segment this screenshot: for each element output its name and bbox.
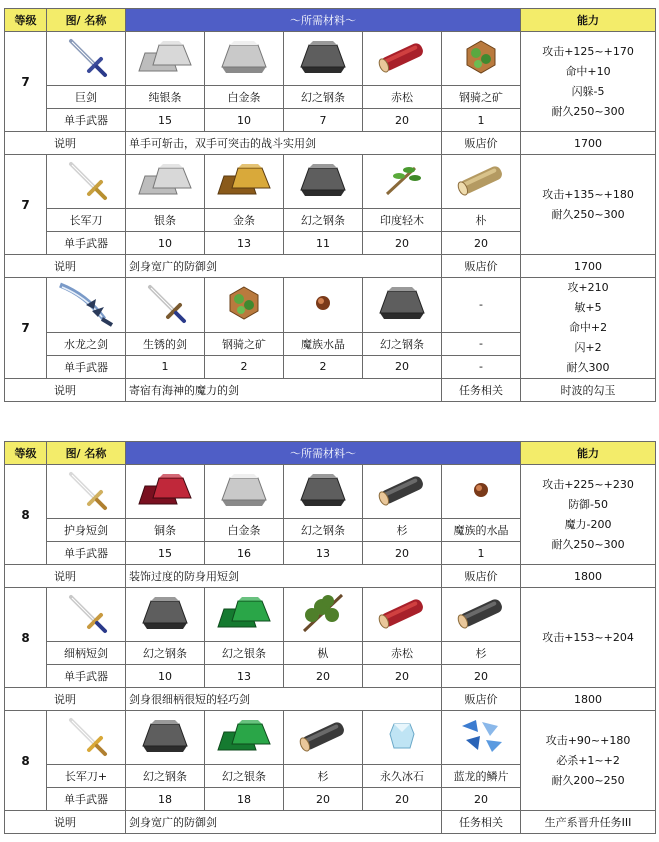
material-image — [205, 465, 284, 519]
weapon-icon-row — [5, 155, 656, 209]
desc-label: 说明 — [5, 132, 126, 155]
desc-label: 说明 — [5, 565, 126, 588]
material-image — [284, 465, 363, 519]
header-name: 图/ 名称 — [47, 9, 126, 32]
weapon-icon-row — [5, 465, 656, 519]
material-name: 幻之银条 — [205, 642, 284, 665]
material-image — [363, 278, 442, 333]
weapon-level: 7 — [5, 278, 47, 379]
desc-label: 说明 — [5, 255, 126, 278]
material-qty: 18 — [126, 788, 205, 811]
source-value: 1700 — [521, 132, 656, 155]
material-image — [284, 711, 363, 765]
hackberry-log-icon — [442, 162, 520, 201]
phantom-steel-bar-icon — [284, 37, 362, 80]
source-value: 生产系晋升任务III — [521, 811, 656, 834]
ability-line: 敏+5 — [574, 301, 602, 314]
material-name: 永久冰石 — [363, 765, 442, 788]
material-qty: 20 — [363, 355, 442, 378]
gold-bar-icon — [205, 160, 283, 203]
demon-crystal-icon — [284, 291, 362, 318]
weapon-ability — [521, 711, 656, 811]
material-image — [442, 711, 521, 765]
material-name: 赤松 — [363, 642, 442, 665]
weapon-desc-row — [5, 379, 656, 402]
material-image — [284, 278, 363, 333]
silver-bar-icon — [126, 37, 204, 80]
source-value: 1800 — [521, 688, 656, 711]
material-qty: 10 — [126, 665, 205, 688]
weapon-icon-row — [5, 32, 656, 86]
phantom-steel-bar-icon — [126, 716, 204, 759]
steel-knight-ore-icon — [442, 37, 520, 80]
rusty-sword-icon — [126, 281, 204, 328]
weapon-level: 7 — [5, 155, 47, 255]
weapon-level: 8 — [5, 711, 47, 811]
material-image — [284, 588, 363, 642]
weapon-ability — [521, 278, 656, 379]
material-name: 幻之钢条 — [284, 86, 363, 109]
material-qty: 13 — [205, 232, 284, 255]
water-dragon-sword-icon — [47, 279, 125, 330]
material-qty: 20 — [363, 232, 442, 255]
material-qty: 20 — [363, 788, 442, 811]
material-image — [442, 155, 521, 209]
guard-dagger-icon — [47, 468, 125, 515]
saber-icon — [47, 158, 125, 205]
ability-line: 命中+2 — [568, 321, 608, 334]
material-name: 银条 — [126, 209, 205, 232]
weapon-name: 巨剑 — [47, 86, 126, 109]
weapon-ability — [521, 155, 656, 255]
material-image — [205, 588, 284, 642]
desc-label: 说明 — [5, 379, 126, 402]
material-qty: 15 — [126, 109, 205, 132]
ability-line: 攻击+90~+180 — [545, 733, 631, 747]
phantom-steel-bar-icon — [363, 283, 441, 326]
material-image — [363, 711, 442, 765]
ability-line: 必杀+1~+2 — [556, 753, 620, 767]
weapon-icon-row — [5, 588, 656, 642]
cedar-log-icon — [363, 472, 441, 511]
weapon-image — [47, 465, 126, 519]
cedar-log-icon — [442, 595, 520, 634]
material-qty: - — [442, 355, 521, 378]
phantom-silver-bar-icon — [205, 716, 283, 759]
material-name: 杉 — [284, 765, 363, 788]
ability-line: 耐久300 — [566, 361, 610, 374]
blue-dragon-scale-icon — [442, 716, 520, 759]
weapon-ability — [521, 32, 656, 132]
phantom-steel-bar-icon — [284, 470, 362, 513]
steel-knight-ore-icon — [205, 283, 283, 326]
material-image — [205, 155, 284, 209]
weapon-icon-row — [5, 711, 656, 765]
material-name: 幻之钢条 — [126, 765, 205, 788]
phantom-steel-bar-icon — [284, 160, 362, 203]
saber-plus-icon — [47, 714, 125, 761]
material-name: 白金条 — [205, 519, 284, 542]
weapon-image — [47, 155, 126, 209]
weapon-type: 单手武器 — [47, 665, 126, 688]
weapon-type: 单手武器 — [47, 542, 126, 565]
ability-line: 闪+2 — [574, 341, 602, 354]
header-ability: 能力 — [521, 9, 656, 32]
source-value: 时波的勾玉 — [521, 379, 656, 402]
material-qty: 20 — [442, 232, 521, 255]
material-name: 幻之钢条 — [284, 519, 363, 542]
source-value: 1800 — [521, 565, 656, 588]
cedar-log-icon — [284, 718, 362, 757]
platinum-bar-icon — [205, 37, 283, 80]
header-materials: ～所需材料～ — [126, 442, 521, 465]
weapon-desc-row — [5, 255, 656, 278]
ability-line: 耐久200~250 — [551, 773, 625, 787]
weapon-icon-row — [5, 278, 656, 333]
material-qty: 1 — [442, 109, 521, 132]
header-row — [5, 442, 656, 465]
copper-bar-icon — [126, 470, 204, 513]
source-label: 任务相关 — [442, 379, 521, 402]
weapon-level: 8 — [5, 588, 47, 688]
weapon-description: 装饰过度的防身用短剑 — [126, 565, 442, 588]
material-qty: 20 — [363, 542, 442, 565]
material-qty: 2 — [284, 355, 363, 378]
material-qty: 13 — [205, 665, 284, 688]
material-image — [126, 711, 205, 765]
material-placeholder: - — [442, 278, 521, 333]
material-qty: 20 — [442, 665, 521, 688]
phantom-silver-bar-icon — [205, 593, 283, 636]
material-image — [363, 465, 442, 519]
header-level: 等级 — [5, 9, 47, 32]
weapon-description: 剑身宽广的防御剑 — [126, 811, 442, 834]
material-name: 幻之银条 — [205, 765, 284, 788]
weapon-table-lv8 — [4, 441, 656, 834]
desc-label: 说明 — [5, 811, 126, 834]
fir-branch-icon — [284, 591, 362, 638]
material-name: 魔族水晶 — [284, 332, 363, 355]
material-name: 杉 — [363, 519, 442, 542]
weapon-description: 单手可斩击，双手可突击的战斗实用剑 — [126, 132, 442, 155]
material-name: 纯银条 — [126, 86, 205, 109]
weapon-desc-row — [5, 565, 656, 588]
slim-dagger-icon — [47, 591, 125, 638]
weapon-type: 单手武器 — [47, 788, 126, 811]
material-image — [442, 588, 521, 642]
material-name: 杉 — [442, 642, 521, 665]
weapon-type: 单手武器 — [47, 355, 126, 378]
ability-line: 攻击+125~+170 — [542, 44, 634, 58]
material-image — [284, 32, 363, 86]
platinum-bar-icon — [205, 470, 283, 513]
material-name: 朴 — [442, 209, 521, 232]
weapon-name: 长军刀+ — [47, 765, 126, 788]
material-qty: 13 — [284, 542, 363, 565]
weapon-level: 7 — [5, 32, 47, 132]
weapon-desc-row — [5, 688, 656, 711]
weapon-description: 寄宿有海神的魔力的剑 — [126, 379, 442, 402]
ability-line: 闪躲-5 — [571, 84, 605, 98]
material-image — [363, 32, 442, 86]
material-qty: 20 — [284, 788, 363, 811]
ability-line: 攻击+153~+204 — [542, 630, 634, 644]
phantom-steel-bar-icon — [126, 593, 204, 636]
material-qty: 1 — [126, 355, 205, 378]
source-label: 任务相关 — [442, 811, 521, 834]
material-image — [205, 711, 284, 765]
weapon-name: 护身短剑 — [47, 519, 126, 542]
source-label: 贩店价 — [442, 132, 521, 155]
material-name: - — [442, 332, 521, 355]
material-image — [205, 32, 284, 86]
material-image — [205, 278, 284, 333]
material-image — [284, 155, 363, 209]
red-pine-log-icon — [363, 39, 441, 78]
material-qty: 20 — [442, 788, 521, 811]
desc-label: 说明 — [5, 688, 126, 711]
material-qty: 20 — [363, 665, 442, 688]
weapon-desc-row — [5, 811, 656, 834]
ability-line: 命中+10 — [565, 64, 611, 78]
weapon-name: 水龙之剑 — [47, 332, 126, 355]
ability-line: 耐久250~300 — [551, 207, 625, 221]
header-name: 图/ 名称 — [47, 442, 126, 465]
ability-line: 攻击+225~+230 — [542, 477, 634, 491]
header-ability: 能力 — [521, 442, 656, 465]
source-value: 1700 — [521, 255, 656, 278]
material-name: 魔族的水晶 — [442, 519, 521, 542]
silver-bar-icon — [126, 160, 204, 203]
material-image — [126, 32, 205, 86]
material-qty: 2 — [205, 355, 284, 378]
material-qty: 16 — [205, 542, 284, 565]
material-qty: 20 — [363, 109, 442, 132]
material-name: 幻之钢条 — [284, 209, 363, 232]
material-name: 铜条 — [126, 519, 205, 542]
weapon-level: 8 — [5, 465, 47, 565]
material-image — [126, 278, 205, 333]
balsa-branch-icon — [363, 160, 441, 203]
material-image — [126, 588, 205, 642]
header-materials: ～所需材料～ — [126, 9, 521, 32]
ability-line: 防御-50 — [568, 497, 609, 511]
weapon-desc-row — [5, 132, 656, 155]
weapon-description: 剑身很细柄很短的轻巧剑 — [126, 688, 442, 711]
weapon-ability — [521, 588, 656, 688]
weapon-image — [47, 588, 126, 642]
material-image — [363, 588, 442, 642]
ability-line: 魔力-200 — [564, 517, 612, 531]
material-name: 钢骑之矿 — [442, 86, 521, 109]
header-level: 等级 — [5, 442, 47, 465]
weapon-name: 长军刀 — [47, 209, 126, 232]
material-name: 蓝龙的鳞片 — [442, 765, 521, 788]
material-name: 白金条 — [205, 86, 284, 109]
material-image — [442, 32, 521, 86]
material-image — [442, 465, 521, 519]
weapon-image — [47, 278, 126, 333]
source-label: 贩店价 — [442, 255, 521, 278]
material-name: 钢骑之矿 — [205, 332, 284, 355]
material-qty: 10 — [205, 109, 284, 132]
material-qty: 7 — [284, 109, 363, 132]
material-name: 幻之钢条 — [126, 642, 205, 665]
source-label: 贩店价 — [442, 688, 521, 711]
broadsword-icon — [47, 35, 125, 82]
weapon-type: 单手武器 — [47, 232, 126, 255]
material-name: 幻之钢条 — [363, 332, 442, 355]
material-qty: 1 — [442, 542, 521, 565]
material-qty: 20 — [284, 665, 363, 688]
material-qty: 15 — [126, 542, 205, 565]
weapon-image — [47, 32, 126, 86]
material-image — [126, 465, 205, 519]
material-name: 枞 — [284, 642, 363, 665]
material-name: 赤松 — [363, 86, 442, 109]
material-name: 印度轻木 — [363, 209, 442, 232]
eternal-ice-stone-icon — [363, 718, 441, 757]
weapon-ability — [521, 465, 656, 565]
ability-line: 攻击+135~+180 — [542, 187, 634, 201]
weapon-table-lv7 — [4, 8, 656, 402]
weapon-name: 细柄短剑 — [47, 642, 126, 665]
ability-line: 耐久250~300 — [551, 104, 625, 118]
material-qty: 11 — [284, 232, 363, 255]
weapon-image — [47, 711, 126, 765]
material-name: 金条 — [205, 209, 284, 232]
red-pine-log-icon — [363, 595, 441, 634]
material-qty: 10 — [126, 232, 205, 255]
source-label: 贩店价 — [442, 565, 521, 588]
weapon-description: 剑身宽广的防御剑 — [126, 255, 442, 278]
ability-line: 攻+210 — [567, 281, 609, 294]
material-qty: 18 — [205, 788, 284, 811]
header-row — [5, 9, 656, 32]
ability-line: 耐久250~300 — [551, 537, 625, 551]
material-image — [363, 155, 442, 209]
material-image — [126, 155, 205, 209]
weapon-type: 单手武器 — [47, 109, 126, 132]
material-name: 生锈的剑 — [126, 332, 205, 355]
demon-crystal-icon — [442, 478, 520, 505]
